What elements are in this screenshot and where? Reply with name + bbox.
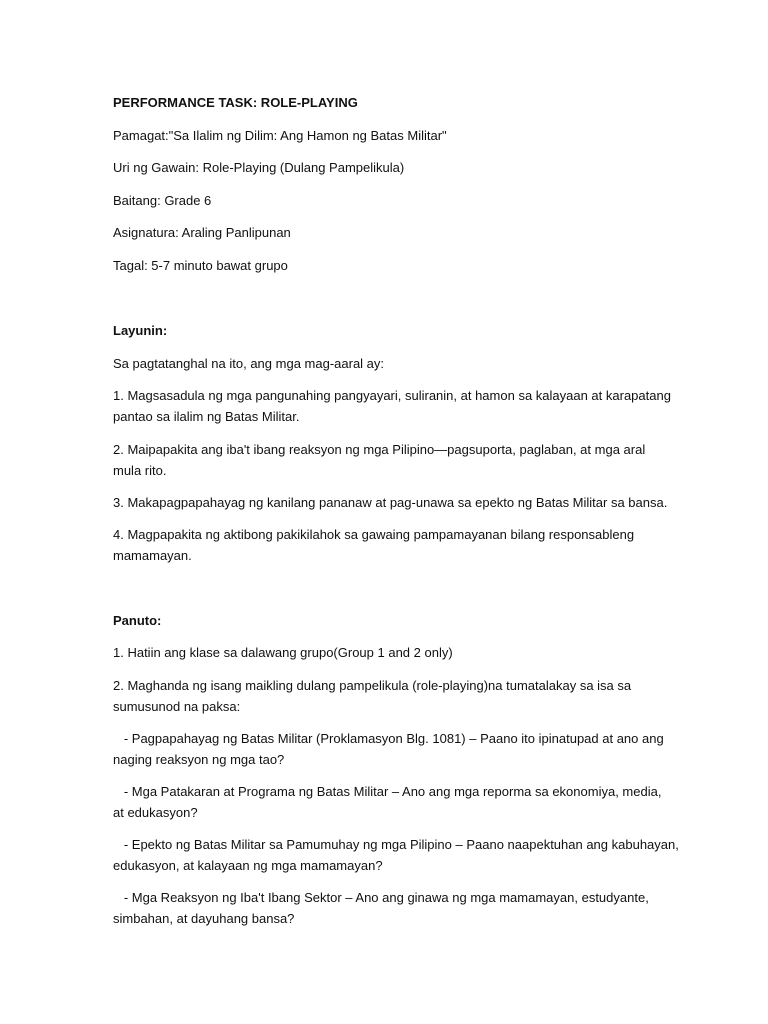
- panuto-item-2-line-2: sumusunod na paksa:: [113, 699, 241, 714]
- panuto-heading: Panuto:: [113, 613, 162, 628]
- layunin-item-1-line-1: 1. Magsasadula ng mga pangunahing pangyayari, suliranin, at hamon sa kalayaan at karapatang: [113, 388, 671, 403]
- meta-baitang: Baitang: Grade 6: [113, 193, 212, 208]
- meta-asignatura: Asignatura: Araling Panlipunan: [113, 225, 291, 240]
- panuto-topic-3-line-1: - Epekto ng Batas Militar sa Pamumuhay ng mga Pilipino – Paano naapektuhan ang kabuhayan,: [113, 837, 679, 852]
- meta-pamagat: Pamagat:"Sa Ilalim ng Dilim: Ang Hamon ng Batas Militar": [113, 128, 447, 143]
- panuto-topic-4-line-2: simbahan, at dayuhang bansa?: [113, 911, 295, 926]
- panuto-topic-3-line-2: edukasyon, at kalayaan ng mga mamamayan?: [113, 858, 383, 873]
- panuto-topic-1-line-2: naging reaksyon ng mga tao?: [113, 752, 285, 767]
- layunin-item-3: 3. Makapagpapahayag ng kanilang pananaw at pag-unawa sa epekto ng Batas Militar sa bansa.: [113, 495, 668, 510]
- panuto-topic-1-line-1: - Pagpapahayag ng Batas Militar (Proklamasyon Blg. 1081) – Paano ito ipinatupad at ano ang: [113, 731, 664, 746]
- panuto-topic-4-line-1: - Mga Reaksyon ng Iba't Ibang Sektor – Ano ang ginawa ng mga mamamayan, estudyante,: [113, 890, 649, 905]
- layunin-heading: Layunin:: [113, 323, 168, 338]
- panuto-topic-2-line-2: at edukasyon?: [113, 805, 198, 820]
- layunin-item-1-line-2: pantao sa ilalim ng Batas Militar.: [113, 409, 300, 424]
- meta-tagal: Tagal: 5-7 minuto bawat grupo: [113, 258, 288, 273]
- layunin-intro: Sa pagtatanghal na ito, ang mga mag-aaral ay:: [113, 356, 385, 371]
- meta-uri-ng-gawain: Uri ng Gawain: Role-Playing (Dulang Pampelikula): [113, 160, 405, 175]
- panuto-item-2-line-1: 2. Maghanda ng isang maikling dulang pampelikula (role-playing)na tumatalakay sa isa sa: [113, 678, 632, 693]
- document-title: PERFORMANCE TASK: ROLE-PLAYING: [113, 95, 358, 110]
- layunin-item-2-line-2: mula rito.: [113, 463, 167, 478]
- layunin-item-2-line-1: 2. Maipapakita ang iba't ibang reaksyon ng mga Pilipino—pagsuporta, paglaban, at mga aral: [113, 442, 646, 457]
- panuto-item-1: 1. Hatiin ang klase sa dalawang grupo(Group 1 and 2 only): [113, 645, 453, 660]
- layunin-item-4-line-1: 4. Magpapakita ng aktibong pakikilahok sa gawaing pampamayanan bilang responsableng: [113, 527, 635, 542]
- panuto-topic-2-line-1: - Mga Patakaran at Programa ng Batas Militar – Ano ang mga reporma sa ekonomiya, media,: [113, 784, 662, 799]
- layunin-item-4-line-2: mamamayan.: [113, 548, 192, 563]
